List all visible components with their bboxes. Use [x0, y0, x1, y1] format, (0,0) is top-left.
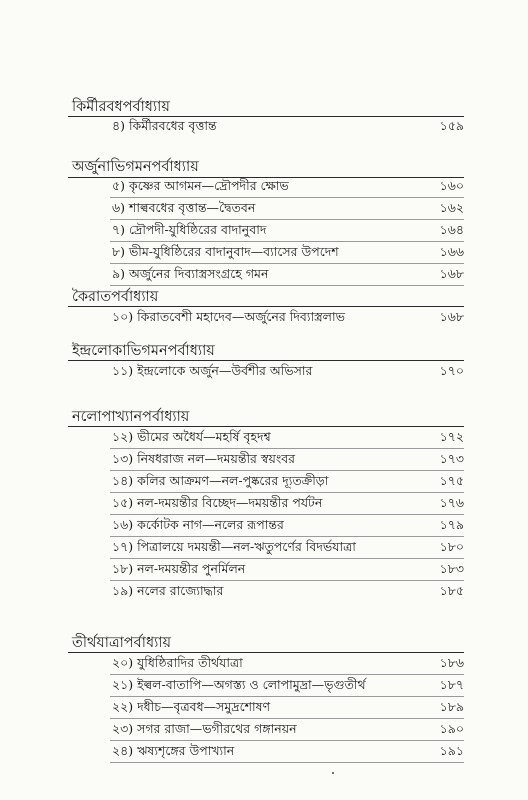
entry-divider [110, 470, 464, 471]
entry-divider [110, 580, 464, 581]
section-divider [68, 116, 464, 117]
entry-page-number: ১৬৮ [439, 266, 464, 281]
entry-title: ১৮) নল-দময়ন্তীর পুনর্মিলন [112, 561, 246, 576]
toc-entry [0, 429, 528, 452]
entry-page-number: ১৬৪ [439, 222, 464, 237]
entry-page-number: ১৮৫ [439, 583, 464, 598]
entry-divider [110, 448, 464, 449]
toc-entry [0, 699, 528, 722]
entry-page-number: ১৮৬ [439, 655, 464, 670]
entry-page-number: ১৭৫ [439, 473, 464, 488]
entry-page-number: ১৬৬ [439, 244, 464, 259]
entry-title: ১১) ইন্দ্রলোকে অর্জুন—উর্বশীর অভিসার [112, 363, 313, 378]
print-speck [332, 772, 334, 774]
entry-divider [110, 285, 464, 286]
entry-title: ৯) অর্জুনের দিব্যাস্ত্রসংগ্রহে গমন [112, 266, 269, 281]
section-title: কৈরাতপর্বাধ্যায় [72, 289, 159, 305]
entry-page-number: ১৬২ [439, 200, 464, 215]
entry-title: ১৫) নল-দময়ন্তীর বিচ্ছেদ—দময়ন্তীর পর্যটন [112, 495, 323, 510]
toc-entry [0, 222, 528, 245]
section-divider [68, 360, 464, 361]
entry-page-number: ১৬০ [439, 178, 464, 193]
toc-entry [0, 200, 528, 223]
entry-title: ৬) শাল্ববধের বৃত্তান্ত—দ্বৈতবন [112, 200, 256, 215]
toc-entry [0, 743, 528, 766]
section-title: অর্জুনাভিগমনপর্বাধ্যায় [72, 159, 199, 175]
section-title: কির্মীরবধপর্বাধ্যায় [72, 99, 170, 115]
toc-entry [0, 583, 528, 606]
toc-entry [0, 561, 528, 584]
toc-entry [0, 451, 528, 474]
entry-page-number: ১৯১ [439, 743, 464, 758]
entry-page-number: ১৭২ [439, 429, 464, 444]
toc-entry [0, 473, 528, 496]
entry-page-number: ১৭৬ [439, 495, 464, 510]
section-divider [68, 306, 464, 307]
entry-divider [110, 263, 464, 264]
entry-page-number: ১৮০ [439, 539, 464, 554]
entry-title: ১০) কিরাতবেশী মহাদেব—অর্জুনের দিব্যাস্ত্রলাভ [112, 309, 345, 324]
toc-entry [0, 517, 528, 540]
entry-page-number: ১৫৯ [439, 118, 464, 133]
entry-page-number: ১৮৩ [439, 561, 464, 576]
entry-title: ১৭) পিত্রালয়ে দময়ন্তী—নল-ঋতুপর্ণের বিদর্ভযাত্রা [112, 539, 356, 554]
entry-divider [110, 740, 464, 741]
toc-entry [0, 495, 528, 518]
section-title: তীর্থযাত্রাপর্বাধ্যায় [72, 635, 172, 651]
entry-title: ১৬) কর্কোটক নাগ—নলের রূপান্তর [112, 517, 284, 532]
entry-page-number: ১৭০ [439, 363, 464, 378]
entry-title: ১৪) কলির আক্রমণ—নল-পুষ্করের দ্যূতক্রীড়া [112, 473, 329, 488]
entry-page-number: ১৯০ [439, 721, 464, 736]
entry-title: ৫) কৃষ্ণের আগমন—দ্রৌপদীর ক্ষোভ [112, 178, 289, 193]
entry-divider [110, 718, 464, 719]
entry-divider [110, 762, 464, 763]
toc-entry [0, 118, 528, 141]
entry-title: ২০) যুধিষ্ঠিরাদির তীর্থযাত্রা [112, 655, 243, 670]
toc-entry [0, 539, 528, 562]
entry-divider [110, 197, 464, 198]
section-divider [68, 652, 464, 653]
section-title: ইন্দ্রলোকাভিগমনপর্বাধ্যায় [72, 343, 215, 359]
entry-page-number: ১৮৭ [439, 677, 464, 692]
toc-entry [0, 721, 528, 744]
entry-page-number: ১৭৩ [439, 451, 464, 466]
entry-divider [110, 492, 464, 493]
entry-title: ৮) ভীম-যুধিষ্ঠিরের বাদানুবাদ—ব্যাসের উপদেশ [112, 244, 339, 259]
toc-entry [0, 309, 528, 332]
entry-title: ১২) ভীমের অধৈর্য—মহর্ষি বৃহদশ্ব [112, 429, 271, 444]
entry-title: ২৪) ঋষ্যশৃঙ্গের উপাখ্যান [112, 743, 235, 758]
entry-divider [110, 558, 464, 559]
entry-divider [110, 514, 464, 515]
entry-divider [110, 696, 464, 697]
section-divider [68, 426, 464, 427]
entry-title: ১৩) নিষধরাজ নল—দময়ন্তীর স্বয়ংবর [112, 451, 296, 466]
entry-page-number: ১৭৯ [439, 517, 464, 532]
entry-title: ৪) কির্মীরবধের বৃত্তান্ত [112, 118, 217, 133]
toc-entry [0, 363, 528, 386]
entry-divider [110, 674, 464, 675]
section-title: নলোপাখ্যানপর্বাধ্যায় [72, 409, 190, 425]
entry-page-number: ১৬৮ [439, 309, 464, 324]
toc-entry [0, 655, 528, 678]
entry-page-number: ১৮৯ [439, 699, 464, 714]
entry-title: ১৯) নলের রাজ্যোদ্ধার [112, 583, 224, 598]
entry-divider [110, 219, 464, 220]
entry-divider [110, 241, 464, 242]
toc-entry [0, 244, 528, 267]
toc-entry [0, 677, 528, 700]
entry-title: ২২) দধীচ—বৃত্রবধ—সমুদ্রশোষণ [112, 699, 271, 714]
entry-title: ৭) দ্রৌপদী-যুধিষ্ঠিরের বাদানুবাদ [112, 222, 267, 237]
entry-divider [110, 536, 464, 537]
toc-entry [0, 178, 528, 201]
entry-title: ২১) ইল্বল-বাতাপি—অগস্ত্য ও লোপামুদ্রা—ভৃগুতীর্থ [112, 677, 366, 692]
entry-title: ২৩) সগর রাজা—ভগীরথের গঙ্গানয়ন [112, 721, 297, 736]
